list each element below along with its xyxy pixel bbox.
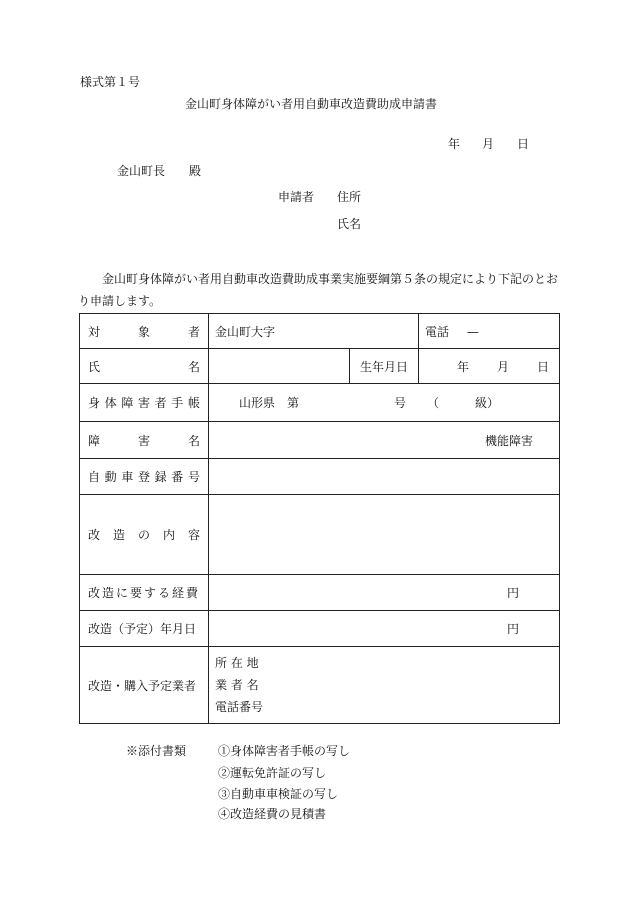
disability-label-char: 障 <box>88 433 101 448</box>
attachment-item: ③自動車車検証の写し <box>218 787 339 801</box>
birth-value-cell[interactable] <box>419 349 560 384</box>
content-label-cell <box>80 495 209 575</box>
disability-value-cell[interactable] <box>209 422 560 459</box>
row-cost <box>80 575 560 611</box>
handbook-grade-close: 級） <box>475 396 500 410</box>
subject-label-char: 対 <box>88 324 101 339</box>
applicant-address-label: 住所 <box>337 190 362 204</box>
date-unit: 円 <box>507 622 520 636</box>
vendor-label: 改造・購入予定業者 <box>88 678 197 693</box>
content-label-char: 内 <box>162 528 175 542</box>
registration-label-char: 録 <box>154 470 167 484</box>
disability-label-char: 名 <box>187 433 200 448</box>
vendor-address-label: 所 在 地 <box>215 656 259 670</box>
subject-label-char: 者 <box>187 324 200 339</box>
attachments-label: ※添付書類 <box>126 744 187 758</box>
handbook-label-char: 障 <box>121 396 134 410</box>
registration-label-char: 番 <box>171 470 184 484</box>
attachment-item: ④改造経費の見積書 <box>218 807 327 821</box>
phone-label: 電話 <box>425 324 450 339</box>
page-title: 金山町身体障がい者用自動車改造費助成申請書 <box>185 97 438 111</box>
birth-label-cell <box>350 349 419 384</box>
registration-label-char: 車 <box>121 470 134 484</box>
registration-label-char: 登 <box>137 470 150 484</box>
vendor-label-cell <box>80 647 209 724</box>
handbook-value-cell[interactable] <box>209 384 560 422</box>
phone-cell[interactable] <box>419 314 560 349</box>
name-label-cell <box>80 349 209 384</box>
subject-value-cell[interactable] <box>209 314 419 349</box>
phone-dash: — <box>466 324 479 339</box>
attachment-item: ②運転免許証の写し <box>218 766 327 780</box>
vendor-name-label: 業 者 名 <box>215 678 259 692</box>
disability-suffix: 機能障害 <box>485 433 534 448</box>
row-handbook <box>80 384 560 422</box>
vendor-value-cell[interactable] <box>209 647 560 724</box>
name-label-char: 氏 <box>88 359 101 374</box>
handbook-label-char: 帳 <box>187 396 200 410</box>
content-label-char: 改 <box>88 528 101 542</box>
disability-label-char: 害 <box>137 433 150 448</box>
subject-label-cell <box>80 314 209 349</box>
handbook-grade-open: （ <box>427 396 440 410</box>
applicant-name-label: 氏名 <box>337 217 362 231</box>
handbook-label-cell <box>80 384 209 422</box>
row-date <box>80 611 560 647</box>
registration-value-cell[interactable] <box>209 459 560 495</box>
handbook-label-char: 者 <box>154 396 167 410</box>
name-value-cell[interactable] <box>209 349 350 384</box>
registration-label-char: 動 <box>104 470 117 484</box>
handbook-prefecture: 山形県 第 <box>239 396 300 410</box>
date-day-label: 日 <box>517 137 530 151</box>
row-content <box>80 495 560 575</box>
vendor-phone-label: 電話番号 <box>215 700 264 714</box>
disability-label-cell <box>80 422 209 459</box>
birth-label: 生年月日 <box>360 359 409 374</box>
attachment-item: ①身体障害者手帳の写し <box>218 744 351 758</box>
date-year-label: 年 <box>448 137 461 151</box>
row-disability <box>80 422 560 459</box>
registration-label-cell <box>80 459 209 495</box>
cost-value-cell[interactable] <box>209 575 560 611</box>
application-form-table <box>79 313 560 724</box>
handbook-label-char: 手 <box>171 396 184 410</box>
birth-day-label: 日 <box>537 359 550 374</box>
content-label-char: の <box>137 528 150 542</box>
intro-paragraph: 金山町身体障がい者用自動車改造費助成事業実施要綱第５条の規定により下記のとおり申請します。 <box>78 272 559 308</box>
handbook-label-char: 身 <box>88 396 101 410</box>
content-value-cell[interactable] <box>209 495 560 575</box>
subject-label-char: 象 <box>137 324 150 339</box>
row-vendor <box>80 647 560 724</box>
registration-label-char: 号 <box>187 470 200 484</box>
row-registration <box>80 459 560 495</box>
birth-year-label: 年 <box>456 359 469 374</box>
date-value-cell[interactable] <box>209 611 560 647</box>
cost-label: 改造に要する経費 <box>88 586 201 600</box>
registration-label-char: 自 <box>88 470 101 484</box>
cost-label-cell <box>80 575 209 611</box>
modification-date-label: 改造（予定）年月日 <box>88 622 197 636</box>
addressee: 金山町長 殿 <box>117 164 202 178</box>
handbook-label-char: 害 <box>137 396 150 410</box>
name-label-char: 名 <box>187 359 200 374</box>
content-label-char: 造 <box>112 528 125 542</box>
applicant-label: 申請者 <box>278 190 315 204</box>
subject-value: 金山町大字 <box>215 324 276 339</box>
row-name <box>80 349 560 384</box>
birth-month-label: 月 <box>496 359 509 374</box>
date-month-label: 月 <box>482 137 495 151</box>
date-label-cell <box>80 611 209 647</box>
cost-unit: 円 <box>507 586 520 600</box>
row-subject <box>80 314 560 349</box>
form-number: 様式第１号 <box>80 75 141 89</box>
handbook-number-label: 号 <box>394 396 407 410</box>
handbook-label-char: 体 <box>104 396 117 410</box>
content-label-char: 容 <box>187 528 200 542</box>
